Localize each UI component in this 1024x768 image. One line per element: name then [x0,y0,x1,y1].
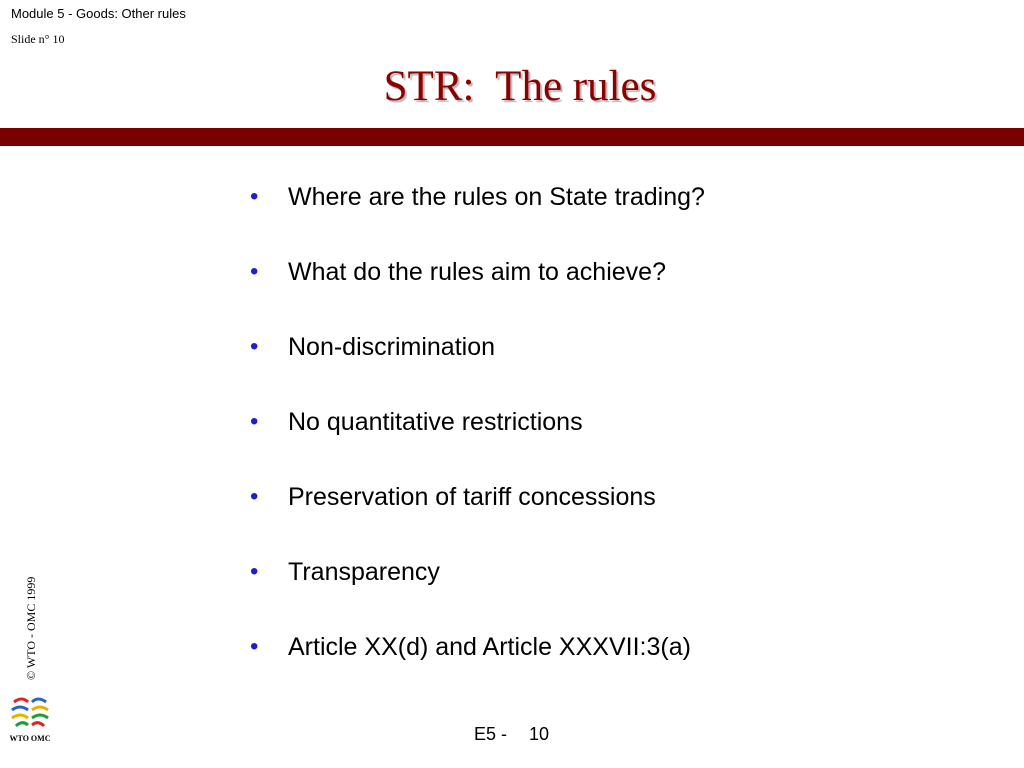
bullet-icon: • [250,633,259,660]
bullet-icon: • [250,258,259,285]
logo-text: WTO OMC [9,734,51,743]
copyright-text: © WTO - OMC 1999 [24,576,38,680]
footer [474,724,549,745]
slide-title: STR: The rules [383,63,657,110]
slide-number: Slide n° 10 [11,32,65,46]
wto-logo-icon [8,692,52,734]
bullet-text: Preservation of tariff concessions [288,483,656,511]
bullet-text: Article XX(d) and Article XXXVII:3(a) [288,633,691,661]
footer-prefix: E5 - [474,724,508,744]
bullet-icon: • [250,333,259,360]
module-label: Module 5 - Goods: Other rules [11,6,186,21]
bullet-text: Where are the rules on State trading? [288,183,705,211]
bullet-text: No quantitative restrictions [288,408,583,436]
bullet-icon: • [250,558,259,585]
bullet-icon: • [250,483,259,510]
bullet-text: What do the rules aim to achieve? [288,258,666,286]
bullet-text: Transparency [288,558,440,586]
footer-page-number: 10 [529,724,550,744]
wto-logo [8,692,52,744]
bullet-icon: • [250,183,259,210]
bullet-icon: • [250,408,259,435]
bullet-text: Non-discrimination [288,333,496,361]
title-rule [0,128,1024,146]
